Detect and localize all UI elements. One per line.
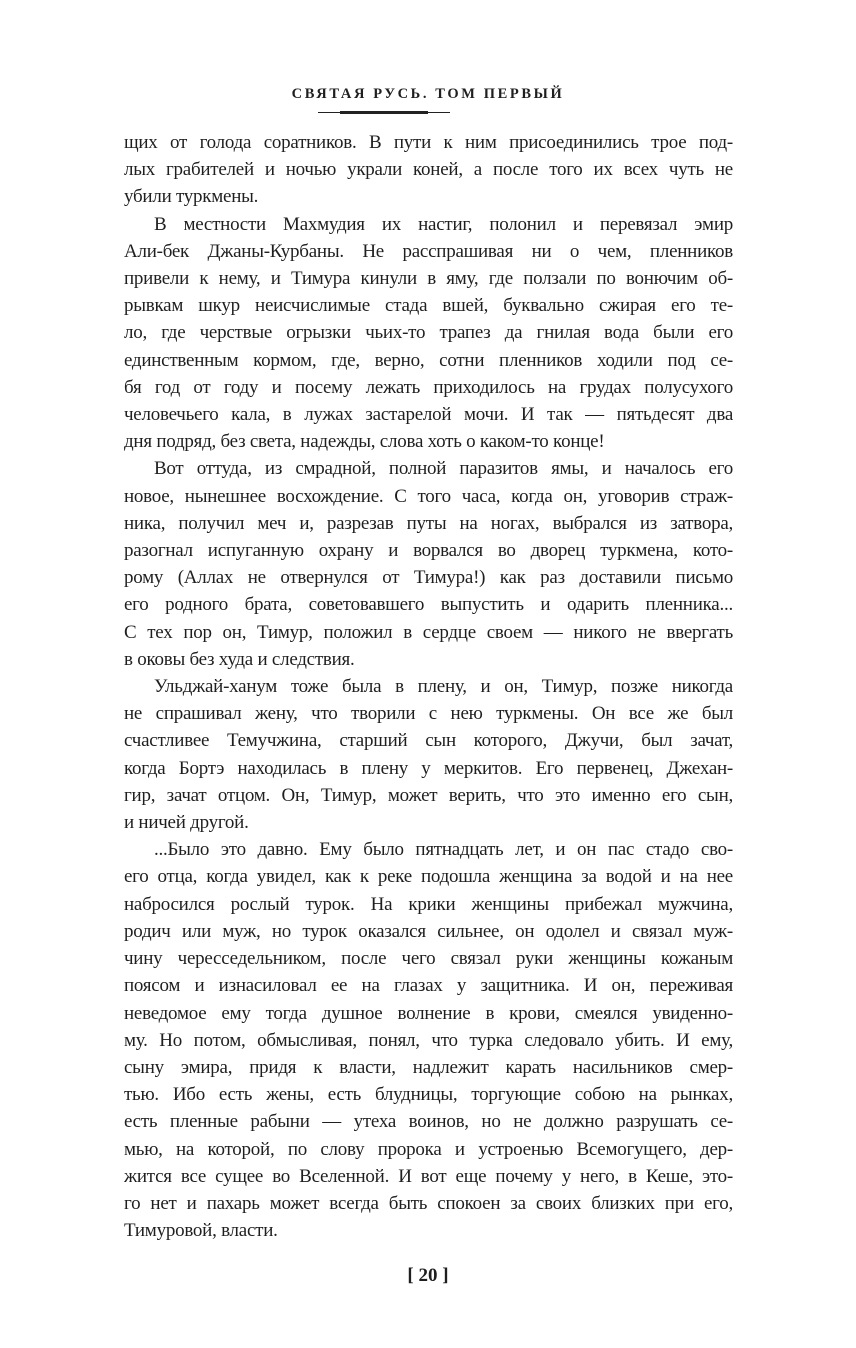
text-line: единственным кормом, где, верно, сотни пленников ходили под се- [124, 349, 733, 371]
text-line: в оковы без худа и следствия. [124, 648, 355, 670]
header-divider-thick [340, 111, 428, 114]
paragraph [124, 211, 733, 456]
text-line: ника, получил меч и, разрезав путы на ногах, выбрался из затвора, [124, 512, 733, 534]
text-line: В местности Махмудия их настиг, полонил и перевязал эмир [154, 213, 733, 235]
text-line: неведомое ему тогда душное волнение в крови, смеялся увиденно- [124, 1002, 733, 1024]
text-line: тью. Ибо есть жены, есть блудницы, торгующие собою на рынках, [124, 1084, 733, 1106]
text-line: набросился рослый турок. На крики женщины прибежал мужчина, [124, 893, 733, 915]
text-line: Али-бек Джаны-Курбаны. Не расспрашивая ни о чем, пленников [124, 240, 733, 262]
text-line: лых грабителей и ночью украли коней, а после того их всех чуть не [124, 159, 733, 181]
text-line: новое, нынешнее восхождение. С того часа, когда он, уговорив страж- [124, 485, 733, 507]
text-line: его отца, когда увидел, как к реке подошла женщина за водой и на нее [124, 866, 733, 888]
text-line: человечьего кала, в лужах застарелой мочи. И так — пятьдесят два [124, 404, 733, 426]
paragraph [124, 673, 733, 836]
text-line: гир, зачат отцом. Он, Тимур, может верить, что это именно его сын, [124, 784, 733, 806]
text-line: Вот оттуда, из смрадной, полной паразитов ямы, и началось его [154, 458, 733, 480]
header-divider [318, 112, 450, 113]
page-number: [ 20 ] [407, 1265, 449, 1287]
text-line: Тимуровой, власти. [124, 1220, 278, 1242]
text-line: поясом и изнасиловал ее на глазах у защитника. И он, переживая [124, 975, 733, 997]
text-line: рому (Аллах не отвернулся от Тимура!) как раз доставили письмо [124, 567, 733, 589]
text-line: дня подряд, без света, надежды, слова хоть о каком-то конце! [124, 431, 605, 453]
text-line: сыну эмира, придя к власти, надлежит карать насильников смер- [124, 1056, 733, 1078]
text-line: привели к нему, и Тимура кинули в яму, где ползали по вонючим об- [124, 268, 733, 290]
text-line: убили туркмены. [124, 186, 259, 208]
text-line: есть пленные рабыни — утеха воинов, но не должно разрушать се- [124, 1111, 733, 1133]
text-line: родич или муж, но турок оказался сильнее, он одолел и связал муж- [124, 920, 733, 942]
text-line: го нет и пахарь может всегда быть спокоен за своих близких при его, [124, 1192, 733, 1214]
text-line: ...Было это давно. Ему было пятнадцать лет, и он пас стадо сво- [154, 839, 733, 861]
text-line: мью, на которой, по слову пророка и устроенью Всемогущего, дер- [124, 1138, 733, 1160]
text-line: С тех пор он, Тимур, положил в сердце своем — никого не ввергать [124, 621, 733, 643]
text-line: ло, где черствые огрызки чьих-то трапез да гнилая вода были его [124, 322, 733, 344]
text-line: бя год от году и посему лежать приходилось на грудах полусухого [124, 376, 733, 398]
text-line: и ничей другой. [124, 812, 249, 834]
text-line: когда Бортэ находилась в плену у меркитов. Его первенец, Джехан- [124, 757, 733, 779]
text-line: не спрашивал жену, что творили с нею туркмены. Он все же был [124, 703, 733, 725]
text-line: его родного брата, советовавшего выпустить и одарить пленника... [124, 594, 733, 616]
text-line: счастливее Темучжина, старший сын которого, Джучи, был зачат, [124, 730, 733, 752]
paragraph [124, 129, 733, 211]
paragraph [124, 836, 733, 1244]
running-header: СВЯТАЯ РУСЬ. ТОМ ПЕРВЫЙ [291, 86, 565, 102]
text-line: щих от голода соратников. В пути к ним присоединились трое под- [124, 132, 733, 153]
paragraph [124, 455, 733, 673]
text-line: чину чересседельником, после чего связал руки женщины кожаным [124, 948, 733, 970]
text-line: жится все сущее во Вселенной. И вот еще почему у него, в Кеше, это- [124, 1165, 733, 1187]
text-line: му. Но потом, обмысливая, понял, что турка следовало убить. И ему, [124, 1029, 733, 1051]
body-text [124, 129, 733, 1244]
text-line: разогнал испуганную охрану и ворвался во дворец туркмена, кото- [124, 540, 733, 562]
text-line: рывкам шкур неисчислимые стада вшей, буквально сжирая его те- [124, 295, 733, 317]
text-line: Ульджай-ханум тоже была в плену, и он, Тимур, позже никогда [154, 676, 733, 698]
